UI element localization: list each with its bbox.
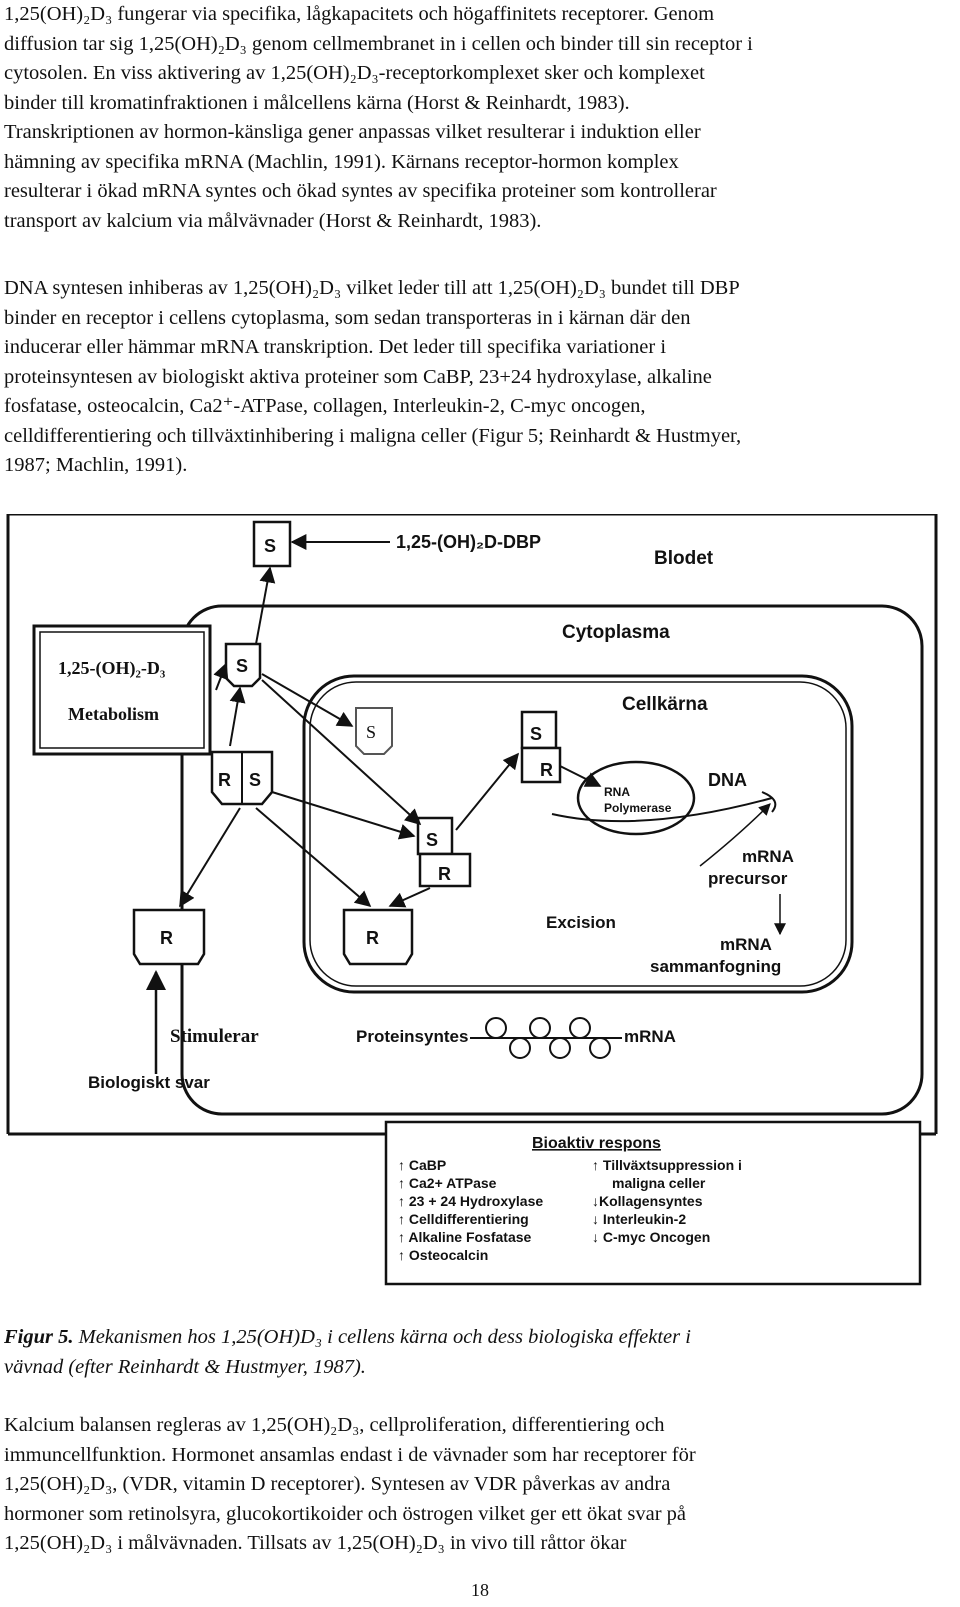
svg-text:↓Kollagensyntes: ↓Kollagensyntes <box>592 1193 703 1209</box>
svg-text:S: S <box>249 770 262 790</box>
metabolism-box <box>34 626 210 754</box>
svg-text:↓ Interleukin-2: ↓ Interleukin-2 <box>592 1211 687 1227</box>
svg-text:R: R <box>218 770 231 790</box>
page-number: 18 <box>471 1580 489 1600</box>
text-line: 1987; Machlin, 1991). <box>4 454 188 476</box>
svg-text:R: R <box>438 864 451 884</box>
text-line: inducerar eller hämmar mRNA transkription. Det leder till specifika variationer i <box>4 336 667 358</box>
svg-text:↑ 23 + 24 Hydroxylase: ↑ 23 + 24 Hydroxylase <box>398 1193 544 1209</box>
text-line: hämning av specifika mRNA (Machlin, 1991). Kärnans receptor-hormon komplex <box>4 150 679 173</box>
figure-caption <box>4 1322 691 1382</box>
paragraph-3 <box>4 1411 950 1559</box>
svg-text:↑ Alkaline Fosfatase: ↑ Alkaline Fosfatase <box>398 1229 532 1245</box>
caption-text: vävnad (efter Reinhardt & Hustmyer, 1987). <box>4 1356 366 1378</box>
svg-text:R: R <box>366 928 379 948</box>
svg-text:mRNA: mRNA <box>720 935 772 954</box>
caption-label: Figur 5. <box>4 1326 74 1348</box>
text-line: resulterar i ökad mRNA syntes och ökad syntes av specifika proteiner som kontrollerar <box>4 180 717 202</box>
svg-text:↑ CaBP: ↑ CaBP <box>398 1157 447 1173</box>
proteinsyntes-label: Proteinsyntes <box>356 1027 469 1046</box>
stimulerar-label: Stimulerar <box>170 1026 259 1047</box>
metabolism-line2: Metabolism <box>68 704 159 724</box>
text-line: 1,25(OH)₂D₃ fungerar via specifika, lågkapacitets och högaffinitets receptorer. Genom <box>4 3 715 25</box>
cellkarna-label: Cellkärna <box>622 694 708 715</box>
text-line: DNA syntesen inhiberas av 1,25(OH)₂D₃ vilket leder till att 1,25(OH)₂D₃ bundet till DBP <box>4 277 740 299</box>
svg-text:sammanfogning: sammanfogning <box>650 957 782 976</box>
rna-polymerase-ellipse <box>578 762 694 834</box>
svg-text:Polymerase: Polymerase <box>604 801 672 815</box>
mrna-label: mRNA <box>624 1027 676 1046</box>
text-line: binder en receptor i cellens cytoplasma, som sedan transporteras in i kärnan där den <box>4 306 691 329</box>
svg-text:S: S <box>530 724 543 744</box>
text-line: Kalcium balansen regleras av 1,25(OH)₂D₃, cellproliferation, differentiering och <box>4 1414 665 1436</box>
text-line: Transkriptionen av hormon-känsliga gener anpassas vilket resulterar i induktion eller <box>4 121 701 143</box>
text-line: 1,25(OH)₂D₃, (VDR, vitamin D receptorer). Syntesen av VDR påverkas av andra <box>4 1473 671 1495</box>
text-line: hormoner som retinolsyra, glucokortikoider och östrogen vilket ger ett ökat svar på <box>4 1502 687 1525</box>
bioaktiv-title: Bioaktiv respons <box>532 1135 661 1152</box>
svg-text:R: R <box>160 928 173 948</box>
svg-text:precursor: precursor <box>708 869 788 888</box>
svg-text:↓ C-myc Oncogen: ↓ C-myc Oncogen <box>592 1229 711 1245</box>
svg-text:↑ Ca2+ ATPase: ↑ Ca2+ ATPase <box>398 1175 497 1191</box>
excision-label: Excision <box>546 913 616 932</box>
text-line: 1,25(OH)₂D₃ i målvävnaden. Tillsats av 1,25(OH)₂D₃ in vivo till råttor ökar <box>4 1532 627 1554</box>
cytoplasma-label: Cytoplasma <box>562 622 670 643</box>
svg-text:mRNA: mRNA <box>742 847 794 866</box>
svg-text:maligna celler: maligna celler <box>612 1175 706 1191</box>
text-line: diffusion tar sig 1,25(OH)₂D₃ genom cellmembranet in i cellen och binder till sin receptor i <box>4 32 753 55</box>
blodet-label: Blodet <box>654 548 714 569</box>
svg-text:S: S <box>366 722 377 742</box>
caption-text: Mekanismen hos 1,25(OH)D₃ i cellens kärna och dess biologiska effekter i <box>73 1326 691 1348</box>
text-line: celldifferentiering och tillväxtinhibering i maligna celler (Figur 5; Reinhardt & Hustmyer, <box>4 424 742 447</box>
svg-text:↑ Celldifferentiering: ↑ Celldifferentiering <box>398 1211 529 1227</box>
svg-text:S: S <box>426 830 439 850</box>
text-line: transport av kalcium via målvävnader (Horst & Reinhardt, 1983). <box>4 209 542 232</box>
svg-text:↑ Osteocalcin: ↑ Osteocalcin <box>398 1247 489 1263</box>
metabolism-line1: 1,25-(OH)₂-D₃ <box>58 658 166 678</box>
paragraph-1 <box>4 0 950 236</box>
svg-text:R: R <box>540 760 553 780</box>
text-line: immuncellfunktion. Hormonet ansamlas endast i de vävnader som har receptorer för <box>4 1443 696 1466</box>
text-line: proteinsyntesen av biologiskt aktiva proteiner som CaBP, 23+24 hydroxylase, alkaline <box>4 365 712 388</box>
dna-label: DNA <box>708 770 747 790</box>
biologiskt-svar-label: Biologiskt svar <box>88 1073 210 1092</box>
paragraph-2 <box>4 274 950 481</box>
text-line: binder till kromatinfraktionen i målcellens kärna (Horst & Reinhardt, 1983). <box>4 91 630 114</box>
svg-text:S: S <box>236 656 249 676</box>
text-line: fosfatase, osteocalcin, Ca2⁺-ATPase, collagen, Interleukin-2, C-myc oncogen, <box>4 395 646 417</box>
dbp-s-label: S <box>264 536 277 556</box>
figure-5-diagram <box>0 514 960 1294</box>
svg-text:↑ Tillväxtsuppression i: ↑ Tillväxtsuppression i <box>592 1157 742 1173</box>
svg-text:RNA: RNA <box>604 785 630 799</box>
text-line: cytosolen. En viss aktivering av 1,25(OH)₂D₃-receptorkomplexet sker och komplexet <box>4 62 705 84</box>
dbp-label: 1,25-(OH)₂D-DBP <box>396 532 542 552</box>
